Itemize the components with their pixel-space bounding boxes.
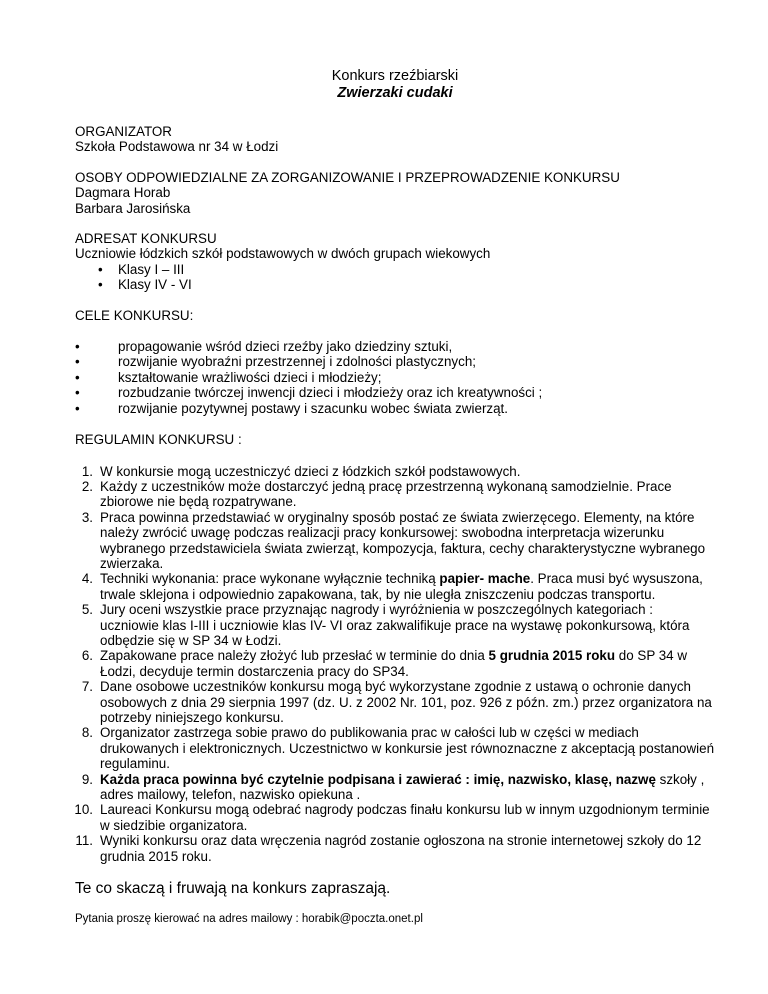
rule-text: Organizator zastrzega sobie prawo do publikowania prac w całości lub w części w mediach drukowanych i elektronicznych. Uczestnictwo w konkursie jest równoznaczne z akceptacją postanowień regulaminu. bbox=[100, 725, 715, 772]
responsible-heading: OSOBY ODPOWIEDZIALNE ZA ZORGANIZOWANIE I PRZEPROWADZENIE KONKURSU bbox=[75, 169, 620, 185]
rule-item bbox=[75, 464, 715, 479]
goals-section bbox=[75, 308, 715, 416]
document-title bbox=[75, 68, 715, 102]
rule-number: 8. bbox=[81, 725, 93, 741]
goal-item: • kształtowanie wrażliwości dzieci i młodzieży; bbox=[75, 370, 715, 385]
rule-number: 1. bbox=[81, 463, 93, 479]
rule-text: Zapakowane prace należy złożyć lub przesłać w terminie do dnia bbox=[100, 648, 489, 664]
goals-list bbox=[75, 339, 715, 416]
age-group-list bbox=[75, 262, 715, 293]
rule-number: 5. bbox=[81, 602, 93, 618]
rule-item bbox=[75, 648, 715, 679]
title-subtitle: Zwierzaki cudaki bbox=[337, 85, 453, 101]
rule-item bbox=[75, 602, 715, 648]
rule-item bbox=[75, 510, 715, 572]
rules-heading: REGULAMIN KONKURSU : bbox=[75, 432, 242, 448]
rule-number: 4. bbox=[81, 571, 93, 587]
goal-item: • rozwijanie wyobraźni przestrzennej i zdolności plastycznych; bbox=[75, 354, 715, 369]
audience-heading: ADRESAT KONKURSU bbox=[75, 231, 217, 247]
rule-text: Techniki wykonania: prace wykonane wyłącznie techniką bbox=[100, 571, 440, 587]
rule-number: 3. bbox=[81, 509, 93, 525]
organizer-section bbox=[75, 124, 715, 155]
responsible-person: Dagmara Horab bbox=[75, 185, 171, 201]
audience-section bbox=[75, 231, 715, 293]
goals-heading: CELE KONKURSU: bbox=[75, 307, 194, 323]
rules-section bbox=[75, 432, 715, 864]
responsible-person: Barbara Jarosińska bbox=[75, 200, 191, 216]
rule-text: . Praca musi być wysuszona, trwale sklejona i odpowiednio zapakowana, tak, by nie uległa zniszczeniu podczas transportu. bbox=[100, 571, 703, 602]
rule-number: 11. bbox=[75, 833, 93, 849]
title-main: Konkurs rzeźbiarski bbox=[331, 68, 459, 84]
rule-text-bold: Każda praca powinna być czytelnie podpisana i zawierać : imię, nazwisko, klasę, nazwę bbox=[100, 771, 656, 787]
rule-item bbox=[75, 833, 715, 864]
rule-item bbox=[75, 571, 715, 602]
closing-invitation: Te co skaczą i fruwają na konkurs zapraszają. bbox=[75, 880, 391, 898]
rule-number: 6. bbox=[81, 648, 93, 664]
contact-line: Pytania proszę kierować na adres mailowy : horabik@poczta.onet.pl bbox=[75, 913, 423, 926]
rule-text-bold: 5 grudnia 2015 roku bbox=[488, 648, 616, 664]
rule-text: Praca powinna przedstawiać w oryginalny sposób postać ze świata zwierzęcego. Elementy, na które należy zwrócić uwagę podczas realizacji pracy konkursowej: swobodna interpretacja wizerunku wybranego przedstawiciela świata zwierząt, kompozycja, faktura, cechy charakterystyczne wybranego zwierzaka. bbox=[100, 509, 706, 571]
rules-list bbox=[75, 464, 715, 865]
goal-item: • propagowanie wśród dzieci rzeźby jako dziedziny sztuki, bbox=[75, 339, 715, 354]
rule-number: 9. bbox=[81, 771, 93, 787]
rule-number: 7. bbox=[81, 679, 93, 695]
rule-item bbox=[75, 772, 715, 803]
rule-text: Laureaci Konkursu mogą odebrać nagrody podczas finału konkursu lub w innym uzgodnionym terminie w siedzibie organizatora. bbox=[100, 802, 710, 833]
rule-text: Wyniki konkursu oraz data wręczenia nagród zostanie ogłoszona na stronie internetowej szkoły do 12 grudnia 2015 roku. bbox=[100, 833, 702, 864]
rule-item bbox=[75, 725, 715, 771]
rule-number: 10. bbox=[74, 802, 93, 818]
rule-item bbox=[75, 679, 715, 725]
rule-text: Dane osobowe uczestników konkursu mogą być wykorzystane zgodnie z ustawą o ochronie danych osobowych z dnia 29 sierpnia 1997 (dz. U. z 2002 Nr. 101, poz. 926 z późn. zm.) przez organizatora na potrzeby niniejszego konkursu. bbox=[100, 679, 712, 725]
goal-item: • rozbudzanie twórczej inwencji dzieci i młodzieży oraz ich kreatywności ; bbox=[75, 385, 715, 400]
rule-text-bold: papier- mache bbox=[439, 571, 531, 587]
rule-item bbox=[75, 802, 715, 833]
rule-text: Każdy z uczestników może dostarczyć jedną pracę przestrzenną wykonaną samodzielnie. Prace zbiorowe nie będą rozpatrywane. bbox=[100, 478, 672, 510]
rule-text: do SP 34 w Łodzi, decyduje termin dostarczenia pracy do SP34. bbox=[100, 648, 688, 679]
rule-item bbox=[75, 479, 715, 510]
age-group-item: • Klasy I – III bbox=[75, 262, 715, 277]
rule-number: 2. bbox=[81, 478, 93, 494]
document-page bbox=[75, 68, 715, 926]
rule-text: Jury oceni wszystkie prace przyznając nagrody i wyróżnienia w poszczególnych kategoriach : uczniowie klas I-III i uczniowie klas IV- VI oraz zakwalifikuje prace na wystawę pokonkursową, która odbędzie się w SP 34 w Łodzi. bbox=[100, 602, 690, 648]
audience-text: Uczniowie łódzkich szkół podstawowych w dwóch grupach wiekowych bbox=[75, 246, 491, 262]
responsible-section bbox=[75, 170, 715, 216]
rule-text: szkoły , adres mailowy, telefon, nazwisko opiekuna . bbox=[100, 771, 705, 803]
rule-text: W konkursie mogą uczestniczyć dzieci z łódzkich szkół podstawowych. bbox=[100, 463, 521, 479]
age-group-item: • Klasy IV - VI bbox=[75, 277, 715, 292]
organizer-heading: ORGANIZATOR bbox=[75, 124, 172, 139]
goal-item: • rozwijanie pozytywnej postawy i szacunku wobec świata zwierząt. bbox=[75, 401, 715, 416]
organizer-name: Szkoła Podstawowa nr 34 w Łodzi bbox=[75, 139, 279, 155]
